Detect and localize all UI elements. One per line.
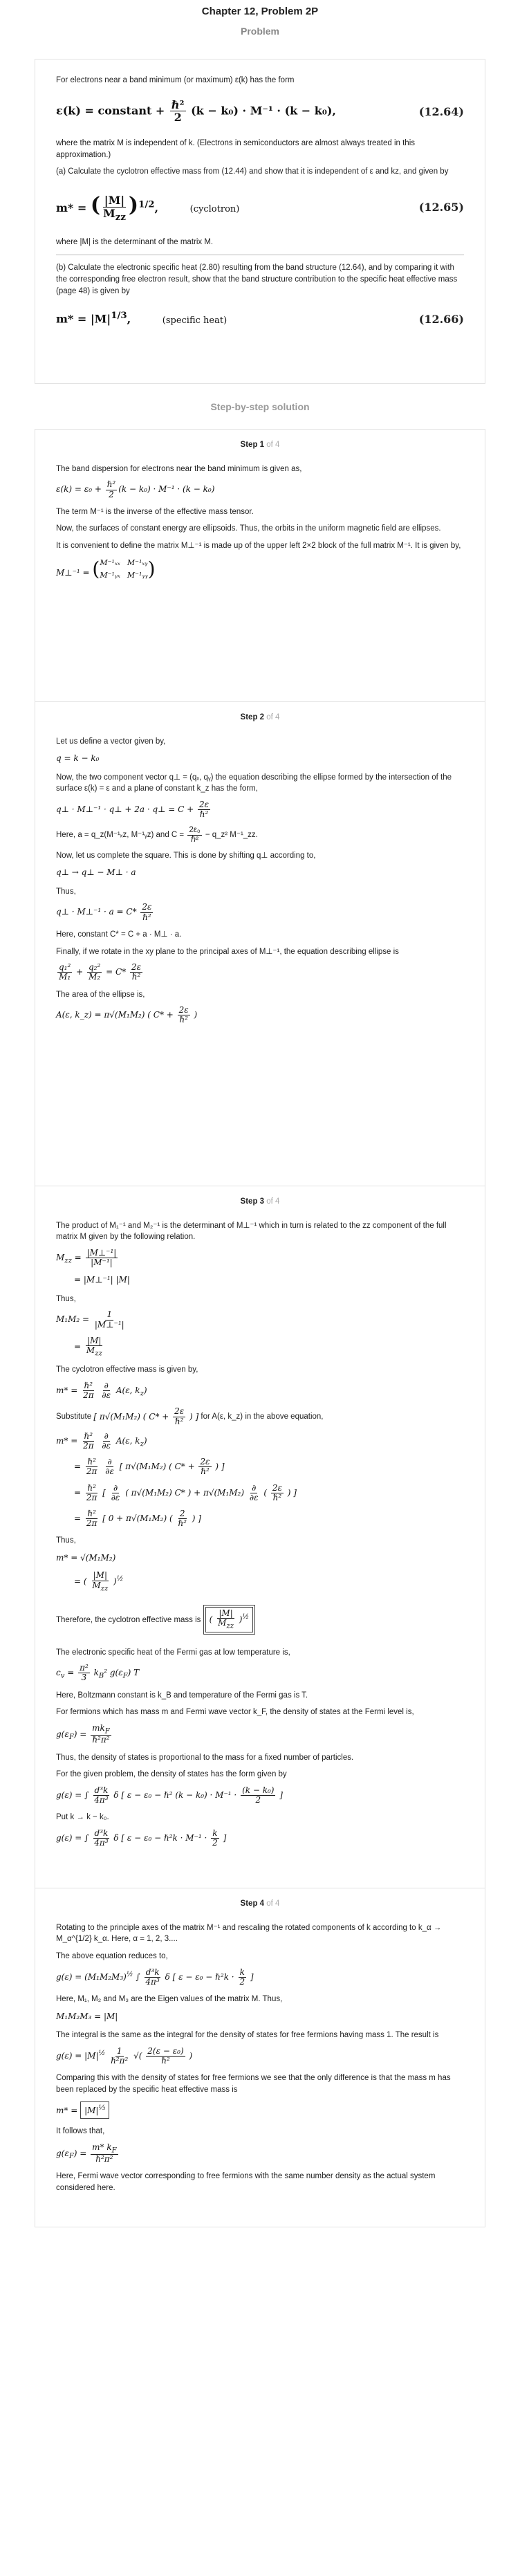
step-2-eq: q⊥ · M⊥⁻¹ · q⊥ + 2a · q⊥ = C + $\frac{2\varepsilon}{\text{ℏ²}}$ (56, 800, 210, 820)
step-2-label: Step 2 (240, 713, 265, 721)
equation-12-66: $m* = |M|^{1/3}$, (specific heat) (12.66) (56, 304, 464, 334)
step-4-eq: M₁M₂M₃ = |M| (56, 2011, 118, 2021)
step-4-label: Step 4 (240, 1899, 265, 1908)
eq1-rhs: (k − k₀) · M⁻¹ · (k − k₀), (191, 104, 336, 118)
step-3-text: The electronic specific heat of the Fermi gas at low temperature is, (56, 1648, 290, 1657)
eq3-label: (specific heat) (162, 315, 228, 326)
step-2-of: of 4 (266, 713, 280, 721)
step-3-text: The cyclotron effective mass is given by, (56, 1365, 198, 1374)
step-2-text: Here, constant C* = C + a · M⊥ · a. (56, 930, 182, 939)
step-3-eq: = $\frac{\text{ℏ²}}{2\pi}$ [ $\frac{\partial}{\partial\varepsilon}$ ( π√(M₁M₂) C* ) + π√(M₁M₂) $\frac{\partial}{\partial\varepsilon}$ ( $\frac{2\varepsilon}{\text{ℏ²}}$ ) ] (74, 1482, 297, 1502)
step-1-text: It is convenient to define the matrix M⊥⁻¹ is made up of the upper left 2×2 block of the full matrix M⁻¹. It is given by, (56, 542, 461, 551)
step-3-eq: = |M⊥⁻¹| |M| (74, 1275, 130, 1285)
step-3-eq: $g(\varepsilon_F)$ = $\frac{mk_F}{\text{ℏ²π²}}$ (56, 1722, 110, 1745)
where-det: where |M| is the determinant of the matrix M. (56, 237, 214, 246)
part-a-text: (a) Calculate the cyclotron effective mass from (12.44) and show that it is independent of ε and kz, and given by (56, 167, 449, 176)
problem-intro: For electrons near a band minimum (or maximum) ε(k) has the form (56, 76, 295, 84)
step-3-eq: = $\frac{\text{ℏ²}}{2\pi}$ $\frac{\partial}{\partial\varepsilon}$ [ π√(M₁M₂) ( C* + $\frac{2\varepsilon}{\text{ℏ²}}$ ) ] (74, 1457, 225, 1477)
step-3 (35, 1186, 485, 1888)
step-2-eq-area: A(ε, k_z) = π√(M₁M₂) ( C* + $\frac{2\varepsilon}{\text{ℏ²}}$ ) (56, 1005, 198, 1025)
step-3-eq: $M_{zz}$ = $\frac{\text{|M⊥⁻¹|}}{\text{|M⁻¹|}}$ (56, 1248, 117, 1268)
step-1-text: The term M⁻¹ is the inverse of the effective mass tensor. (56, 507, 254, 516)
step-4-eq: $g(\varepsilon) = |M|^{\frac{1}{2}}$ $\frac{1}{\text{ℏ²π²}}$ √( $\frac{\text{2(ε − ε₀)}}{\text{ℏ²}}$ ) (56, 2045, 193, 2066)
step-2-text: Let us define a vector given by, (56, 737, 166, 746)
step-4-text: Comparing this with the density of states for free fermions we see that the only difference is that the mass m has been replaced by the specific heat effective mass is (56, 2074, 451, 2094)
step-4-eq: $g(\varepsilon_F)$ = $\frac{m* k_F}{\text{ℏ²π²}}$ (56, 2142, 117, 2164)
step-3-eq: M₁M₂ = $\frac{1}{\text{|M⊥⁻¹|}}$ (56, 1309, 124, 1330)
step-2-text: Here, a = q_z(M⁻¹ₓz, M⁻¹ᵧz) and C = $\frac{\text{2ε₀}}{\text{ℏ²}}$ − q_z² M⁻¹_zz. (56, 826, 258, 845)
step-2-eq: q⊥ → q⊥ − M⊥ · a (56, 867, 136, 878)
eq1-number: (12.64) (418, 105, 464, 119)
step-2-text: Now, the two component vector q⊥ = (qₓ, qᵧ) the equation describing the ellipse formed by the intersection of the surface ε(k) = ε and a plane of constant k_z has the form, (56, 773, 452, 793)
step-1-label: Step 1 (240, 441, 265, 449)
step-4-text: The above equation reduces to, (56, 1952, 168, 1961)
step-4-text: Here, Fermi wave vector corresponding to free fermions with the same number density as the actual system considered here. (56, 2172, 436, 2192)
step-3-eq: m* = $\frac{\text{ℏ²}}{2\pi}$ $\frac{\partial}{\partial\varepsilon}$ A(ε, $k_z$) (56, 1381, 147, 1401)
step-4 (35, 1888, 485, 2227)
step-3-text: Thus, (56, 1536, 76, 1545)
step-4-text: Rotating to the principle axes of the matrix M⁻¹ and rescaling the rotated components of k according to k_α → M_α^{1/2} k_α. Here, α = 1, 2, 3.... (56, 1923, 442, 1944)
step-2-text: The area of the ellipse is, (56, 990, 145, 999)
step-3-eq: m* = $\frac{\text{ℏ²}}{2\pi}$ $\frac{\partial}{\partial\varepsilon}$ A(ε, $k_z$) (56, 1430, 147, 1451)
step-1-of: of 4 (266, 441, 280, 449)
eq2-label: (cyclotron) (189, 203, 240, 214)
step-2 (35, 702, 485, 1186)
step-3-label: Step 3 (240, 1197, 265, 1206)
step-4-eq-result: $m* = |M|^{\frac{1}{3}}$ (56, 2101, 464, 2119)
step-2-eq: q = k − k₀ (56, 753, 100, 764)
step-2-text: Finally, if we rotate in the xy plane to the principal axes of M⊥⁻¹, the equation describing ellipse is (56, 947, 399, 956)
problem-note: where the matrix M is independent of k. (Electrons in semiconductors are almost always treated in this approximation.) (56, 138, 416, 159)
equation-12-64: ε(k) = constant + $\frac{\text{ℏ²}}{2}$ (k − k₀) · M⁻¹ · (k − k₀), (12.64) (56, 98, 464, 125)
problem-label: Problem (240, 26, 279, 37)
step-3-text: For the given problem, the density of states has the form given by (56, 1770, 287, 1779)
step-3-text: For fermions which has mass m and Fermi wave vector k_F, the density of states at the Fermi level is, (56, 1708, 414, 1717)
step-2-text: Thus, (56, 887, 76, 896)
part-b-text: (b) Calculate the electronic specific heat (2.80) resulting from the band structure (12.64), and by comparing it with the corresponding free electron result, show that the band structure contribution to the specific heat effective mass (page 48) is given by (56, 264, 458, 295)
problem-card (35, 59, 485, 384)
step-3-text: Put k → k − k₀. (56, 1813, 109, 1822)
eq2-number: (12.65) (418, 200, 464, 214)
step-3-text: Thus, (56, 1294, 76, 1303)
step-2-eq: q⊥ · M⊥⁻¹ · a = C* $\frac{2\varepsilon}{\text{ℏ²}}$ (56, 902, 152, 922)
eq2-lhs: m* = (56, 201, 91, 214)
step-3-eq: $c_v$ = $\frac{\text{π²}}{3}$ $k_B^2$ $g(\varepsilon_F)$ T (56, 1663, 140, 1683)
equation-12-65: m* = ( $\frac{|M|}{M_{zz}}$ )$^{1/2}$, (cyclotron) (12.65) (56, 192, 464, 223)
eq1-lhs: ε(k) = constant + (56, 104, 169, 118)
step-2-eq-ellipse: $\frac{\text{q₁²}}{\text{M₁}}$ + $\frac{\text{q₂²}}{\text{M₂}}$ = C* $\frac{2\varepsilon}{\text{ℏ²}}$ (59, 962, 142, 982)
step-4-text: Here, M₁, M₂ and M₃ are the Eigen values of the matrix M. Thus, (56, 1995, 283, 2004)
step-3-text: Substitute [ π√(M₁M₂) ( C* + $\frac{2\varepsilon}{\text{ℏ²}}$ ) ] for A(ε, k_z) in the above equation, (56, 1406, 324, 1426)
inverse-mass-matrix: ( M⁻¹ₓₓ M⁻¹ₓᵧ M⁻¹ᵧₓ M⁻¹ᵧᵧ ) (92, 557, 156, 580)
step-1-text: The band dispersion for electrons near the band minimum is given as, (56, 464, 302, 473)
step-3-eq: g(ε) = ∫ $\frac{\text{d³k}}{\text{4π³}}$ δ [ ε − ε₀ − ℏ²k · M⁻¹ · $\frac{k}{2}$ ] (56, 1828, 227, 1848)
step-1 (35, 429, 485, 702)
step-4-text: The integral is the same as the integral for the density of states for free fermions having mass 1. The result is (56, 2031, 439, 2040)
step-3-eq: = $\frac{|M|}{M_{zz}}$ (74, 1335, 102, 1358)
step-1-text: Now, the surfaces of constant energy are ellipsoids. Thus, the orbits in the uniform magnetic field are ellipses. (56, 524, 441, 533)
step-1-eq-matrix: M⊥⁻¹ = ( M⁻¹ₓₓ M⁻¹ₓᵧ M⁻¹ᵧₓ M⁻¹ᵧᵧ ) (56, 557, 156, 580)
step-3-eq: = ( $\frac{|M|}{M_{zz}}$ )$^{\frac{1}{2}}$ (74, 1570, 124, 1592)
step-2-text: Now, let us complete the square. This is done by shifting q⊥ according to, (56, 851, 316, 860)
step-3-of: of 4 (266, 1197, 280, 1206)
step-1-eq-dispersion: ε(k) = ε₀ + $\frac{\text{ℏ²}}{2}$ (k − k₀) · M⁻¹ · (k − k₀) (56, 479, 215, 499)
step-4-of: of 4 (266, 1899, 280, 1908)
eq3-number: (12.66) (418, 312, 464, 326)
step-3-text: Therefore, the cyclotron effective mass is ( $\frac{|M|}{M_{zz}}$ )$^{\frac{1}{2}}$ (56, 1599, 464, 1641)
step-3-eq: m* = √(M₁M₂) (56, 1553, 116, 1563)
page-title: Chapter 12, Problem 2P (201, 6, 319, 17)
step-3-text: Here, Boltzmann constant is k_B and temperature of the Fermi gas is T. (56, 1691, 308, 1700)
step-4-text: It follows that, (56, 2126, 105, 2135)
step-3-eq: = $\frac{\text{ℏ²}}{2\pi}$ [ 0 + π√(M₁M₂) ( $\frac{2}{\text{ℏ²}}$ ) ] (74, 1508, 201, 1529)
step-3-eq: g(ε) = ∫ $\frac{\text{d³k}}{\text{4π³}}$ δ [ ε − ε₀ − ℏ² (k − k₀) · M⁻¹ · $\frac{\text{(k − k₀)}}{2}$ ] (56, 1785, 283, 1805)
step-3-text: Thus, the density of states is proportional to the mass for a fixed number of particles. (56, 1753, 354, 1762)
step-3-text: The product of M₁⁻¹ and M₂⁻¹ is the determinant of M⊥⁻¹ which in turn is related to the zz component of the full matrix M given by the following relation. (56, 1221, 447, 1242)
step-4-eq: $g(\varepsilon) = (M_1M_2M_3)^{\frac{1}{2}}$ ∫ $\frac{\text{d³k}}{\text{4π³}}$ δ [ ε − ε₀ − ℏ²k · $\frac{k}{2}$ ] (56, 1967, 254, 1987)
solution-label: Step-by-step solution (210, 401, 310, 412)
